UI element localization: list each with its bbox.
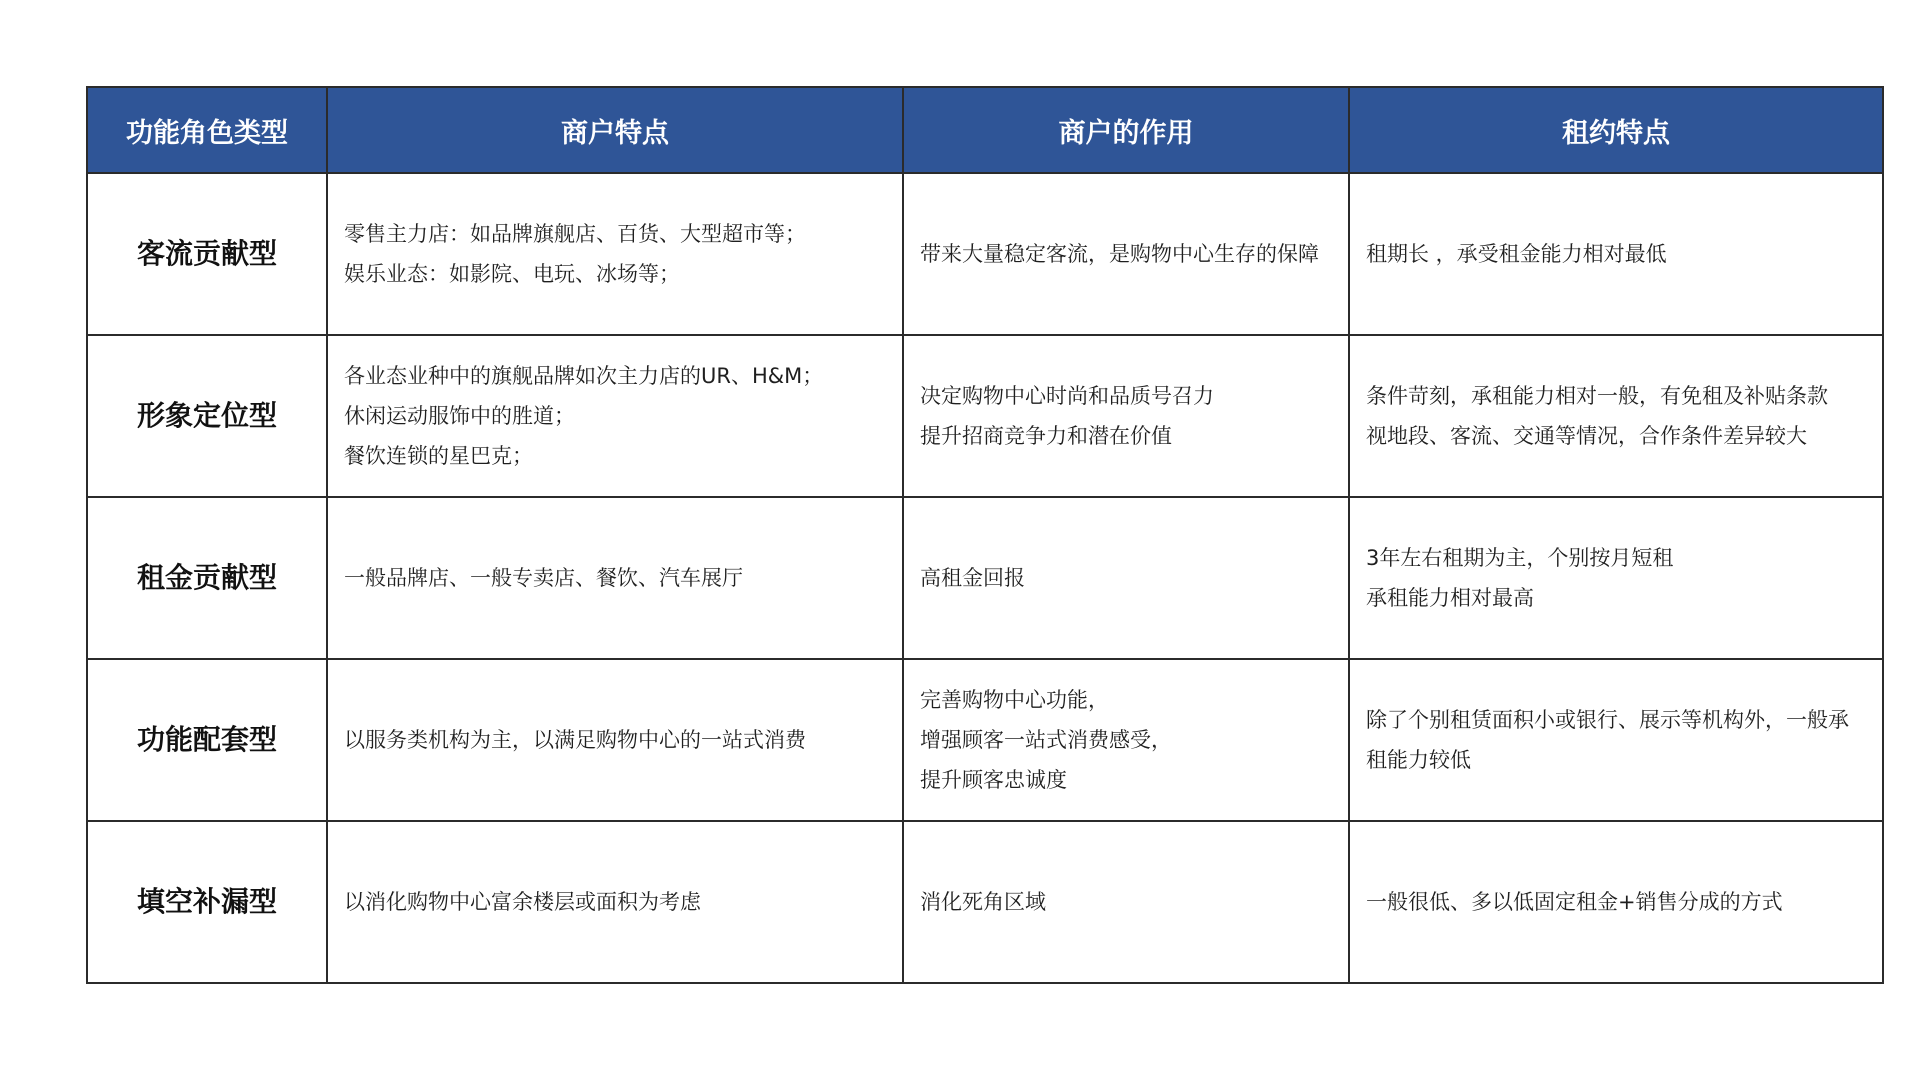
- text-line: 娱乐业态：如影院、电玩、冰场等；: [344, 262, 680, 286]
- text-line: 一般品牌店、一般专卖店、餐饮、汽车展厅: [344, 566, 743, 590]
- table-header: [87, 87, 1883, 173]
- text-line: 决定购物中心时尚和品质号召力: [920, 384, 1214, 408]
- table-row: [87, 173, 1883, 335]
- header-lease-features: 租约特点: [1349, 87, 1883, 173]
- text-line: 条件苛刻，承租能力相对一般，有免租及补贴条款: [1366, 384, 1828, 408]
- text-line: 高租金回报: [920, 566, 1025, 590]
- text-line: 除了个别租赁面积小或银行、展示等机构外，一般承租能力较低: [1366, 708, 1849, 772]
- merchant-role-cell: [903, 821, 1349, 983]
- lease-features-cell: [1349, 821, 1883, 983]
- merchant-role-cell: [903, 497, 1349, 659]
- lease-features-cell: [1349, 335, 1883, 497]
- table-row: [87, 821, 1883, 983]
- lease-features-cell: [1349, 173, 1883, 335]
- text-line: 承租能力相对最高: [1366, 586, 1534, 610]
- function-type-cell: 形象定位型: [87, 335, 327, 497]
- function-type-cell: 填空补漏型: [87, 821, 327, 983]
- function-type-cell: 功能配套型: [87, 659, 327, 821]
- merchant-features-cell: [327, 659, 903, 821]
- header-row: [87, 87, 1883, 173]
- text-line: 视地段、客流、交通等情况，合作条件差异较大: [1366, 424, 1807, 448]
- text-line: 提升招商竞争力和潜在价值: [920, 424, 1172, 448]
- table-body: [87, 173, 1883, 983]
- header-merchant-features: 商户特点: [327, 87, 903, 173]
- merchant-features-cell: [327, 335, 903, 497]
- header-merchant-role: 商户的作用: [903, 87, 1349, 173]
- merchant-features-cell: [327, 821, 903, 983]
- text-line: 各业态业种中的旗舰品牌如次主力店的UR、H&M；: [344, 364, 824, 388]
- tenant-function-table: [86, 86, 1884, 984]
- text-line: 租期长 ，承受租金能力相对最低: [1366, 242, 1667, 266]
- function-type-cell: 客流贡献型: [87, 173, 327, 335]
- function-type-cell: 租金贡献型: [87, 497, 327, 659]
- text-line: 一般很低、多以低固定租金+销售分成的方式: [1366, 890, 1783, 914]
- lease-features-cell: [1349, 497, 1883, 659]
- header-function-type: 功能角色类型: [87, 87, 327, 173]
- merchant-role-cell: [903, 659, 1349, 821]
- merchant-role-cell: [903, 335, 1349, 497]
- merchant-role-cell: [903, 173, 1349, 335]
- text-line: 提升顾客忠诚度: [920, 768, 1067, 792]
- text-line: 增强顾客一站式消费感受，: [920, 728, 1172, 752]
- table-row: [87, 335, 1883, 497]
- text-line: 消化死角区域: [920, 890, 1046, 914]
- table-row: [87, 659, 1883, 821]
- table-row: [87, 497, 1883, 659]
- text-line: 以服务类机构为主，以满足购物中心的一站式消费: [344, 728, 806, 752]
- text-line: 休闲运动服饰中的胜道；: [344, 404, 575, 428]
- lease-features-cell: [1349, 659, 1883, 821]
- text-line: 带来大量稳定客流，是购物中心生存的保障: [920, 242, 1319, 266]
- text-line: 零售主力店：如品牌旗舰店、百货、大型超市等；: [344, 222, 806, 246]
- text-line: 餐饮连锁的星巴克；: [344, 444, 533, 468]
- text-line: 以消化购物中心富余楼层或面积为考虑: [344, 890, 701, 914]
- text-line: 完善购物中心功能，: [920, 688, 1109, 712]
- merchant-features-cell: [327, 497, 903, 659]
- text-line: 3年左右租期为主，个别按月短租: [1366, 546, 1674, 570]
- merchant-features-cell: [327, 173, 903, 335]
